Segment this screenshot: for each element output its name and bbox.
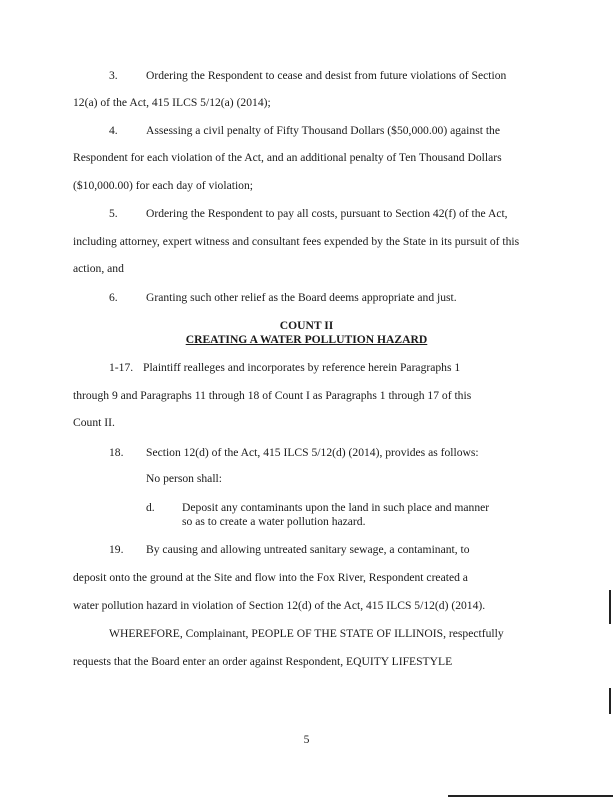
count-subtitle [0,333,613,347]
item-text-line: Assessing a civil penalty of Fifty Thousand Dollars ($50,000.00) against the [146,124,500,137]
paragraph-text-line: Section 12(d) of the Act, 415 ILCS 5/12(d) (2014), provides as follows: [146,446,479,459]
paragraph-text-line: through 9 and Paragraphs 11 through 18 of Count I as Paragraphs 1 through 17 of this [73,389,472,402]
scan-edge-mark [609,688,611,714]
item-text-line: ($10,000.00) for each day of violation; [73,179,253,192]
item-number: 6. [109,291,118,304]
paragraph-number: 1-17. [109,361,134,374]
item-text-line: including attorney, expert witness and consultant fees expended by the State in its pursuit of this [73,235,520,248]
item-number: 5. [109,207,118,220]
quote-text-line: Deposit any contaminants upon the land in such place and manner [182,501,490,514]
item-text-line: Ordering the Respondent to pay all costs, pursuant to Section 42(f) of the Act, [146,207,508,220]
item-text-line: 12(a) of the Act, 415 ILCS 5/12(a) (2014); [73,96,271,109]
paragraph-text-line: water pollution hazard in violation of Section 12(d) of the Act, 415 ILCS 5/12(d) (2014). [73,599,486,612]
scan-bottom-mark [448,795,613,797]
item-number: 3. [109,69,118,82]
paragraph-text-line: deposit onto the ground at the Site and flow into the Fox River, Respondent created a [73,571,468,584]
item-number: 4. [109,124,118,137]
quote-text-line: so as to create a water pollution hazard. [182,515,366,528]
count-subtitle-text: CREATING A WATER POLLUTION HAZARD [185,333,428,346]
quote-letter: d. [146,501,155,514]
quote-intro: No person shall: [146,472,222,485]
paragraph-number: 18. [109,446,124,459]
paragraph-text-line: Count II. [73,416,115,429]
scan-edge-mark [609,590,611,624]
wherefore-line: WHEREFORE, Complainant, PEOPLE OF THE STATE OF ILLINOIS, respectfully [109,627,504,640]
count-title: COUNT II [279,319,334,332]
item-text-line: Granting such other relief as the Board deems appropriate and just. [146,291,457,304]
item-text-line: Ordering the Respondent to cease and desist from future violations of Section [146,69,507,82]
paragraph-number: 19. [109,543,124,556]
item-text-line: Respondent for each violation of the Act, and an additional penalty of Ten Thousand Dollars [73,151,502,164]
page-number: 5 [303,733,310,746]
paragraph-text-line: By causing and allowing untreated sanitary sewage, a contaminant, to [146,543,470,556]
item-text-line: action, and [73,262,124,275]
wherefore-line: requests that the Board enter an order against Respondent, EQUITY LIFESTYLE [73,655,453,668]
paragraph-text-line: Plaintiff realleges and incorporates by reference herein Paragraphs 1 [143,361,461,374]
